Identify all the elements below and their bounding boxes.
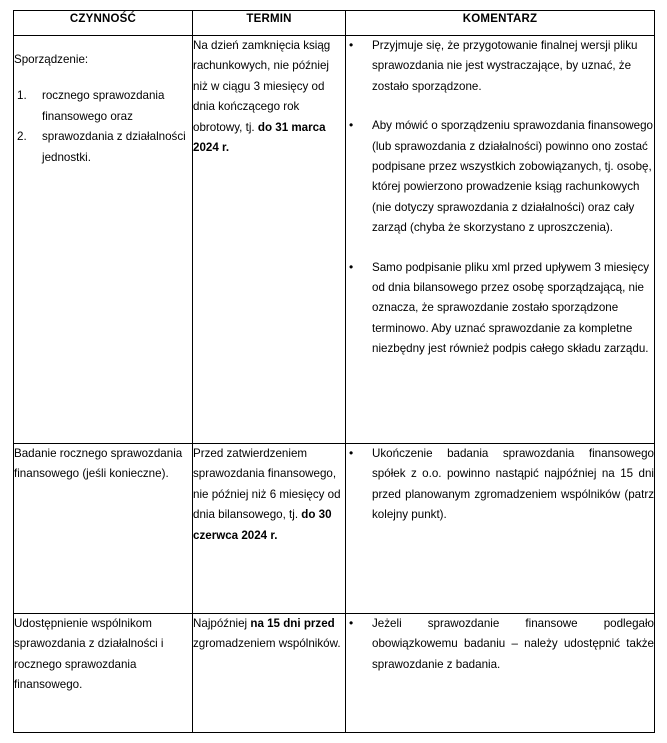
column-header-activity: CZYNNOŚĆ	[14, 11, 193, 36]
deadline-text	[193, 614, 345, 655]
cell-comment	[346, 444, 655, 614]
deadline-regular-text-before: Najpóźniej	[193, 617, 251, 630]
cell-activity	[14, 36, 193, 444]
list-item: • Przyjmuje się, że przygotowanie finalnej wersji pliku sprawozdania nie jest wystraczające, by uznać, że zostało sporządzone.	[346, 36, 654, 97]
cell-comment	[346, 36, 655, 444]
cell-deadline	[193, 444, 346, 614]
cell-comment	[346, 614, 655, 733]
list-item: • Samo podpisanie pliku xml przed upływem 3 miesięcy od dnia bilansowego przez osobę sporządzającą, nie oznacza, że sprawozdanie zostało sporządzone terminowo. Aby uznać sprawozdanie za kompletne niezbędny jest również podpis całego składu zarządu.	[346, 258, 654, 360]
deadline-regular-text-after: zgromadzeniem wspólników.	[193, 637, 341, 651]
deadline-bold-date: do 30 czerwca 2024 r.	[193, 508, 332, 542]
cell-activity	[14, 444, 193, 614]
activity-intro: Sporządzenie:	[14, 53, 89, 66]
deadline-regular-text: Na dzień zamknięcia ksiąg rachunkowych, nie później niż w ciągu 3 miesięcy od dnia kończącego rok obrotowy, tj.	[193, 39, 331, 134]
header-row	[14, 11, 655, 36]
comment-bullet-list	[346, 614, 654, 675]
table-row	[14, 444, 655, 614]
list-item: • Ukończenie badania sprawozdania finansowego spółek z o.o. powinno nastąpić najpóźniej na 15 dni przed planowanym zgromadzeniem wspólników (patrz kolejny punkt).	[346, 444, 654, 526]
list-item: rocznego sprawozdania finansowego oraz	[42, 89, 165, 123]
comment-bullet-list	[346, 36, 654, 360]
deadline-text	[193, 36, 345, 158]
column-header-comment: KOMENTARZ	[346, 11, 655, 36]
deadlines-table	[13, 10, 655, 733]
activity-intro: Udostępnienie wspólnikom sprawozdania z działalności i rocznego sprawozdania finansowego.	[14, 617, 164, 692]
column-header-deadline: TERMIN	[193, 11, 346, 36]
cell-activity	[14, 614, 193, 733]
cell-deadline	[193, 36, 346, 444]
deadline-regular-text: Przed zatwierdzeniem sprawozdania finansowego, nie później niż 6 miesięcy od dnia bilansowego, tj.	[193, 447, 341, 522]
cell-deadline	[193, 614, 346, 733]
deadline-bold-date: do 31 marca 2024 r.	[193, 120, 326, 155]
table-row	[14, 614, 655, 733]
activity-numbered-list	[14, 86, 192, 168]
list-item: • Jeżeli sprawozdanie finansowe podlegało obowiązkowemu badaniu – należy udostępnić także sprawozdanie z badania.	[346, 614, 654, 675]
list-item: • Aby mówić o sporządzeniu sprawozdania finansowego (lub sprawozdania z działalności) powinno ono zostać podpisane przez wszystkich zobowiązanych, tj. osobę, której powierzono prowadzenie ksiąg rachunkowych (nie dotyczy sprawozdania z działalności) oraz cały zarząd (chyba że skorzystano z uproszczenia).	[346, 116, 654, 238]
comment-bullet-list	[346, 444, 654, 526]
activity-intro: Badanie rocznego sprawozdania finansowego (jeśli konieczne).	[14, 447, 183, 481]
table-row	[14, 36, 655, 444]
deadline-text	[193, 444, 345, 546]
table-body	[14, 36, 655, 733]
deadline-bold-phrase: na 15 dni przed	[250, 617, 335, 630]
table-header	[14, 11, 655, 36]
list-item: sprawozdania z działalności jednostki.	[42, 130, 186, 164]
